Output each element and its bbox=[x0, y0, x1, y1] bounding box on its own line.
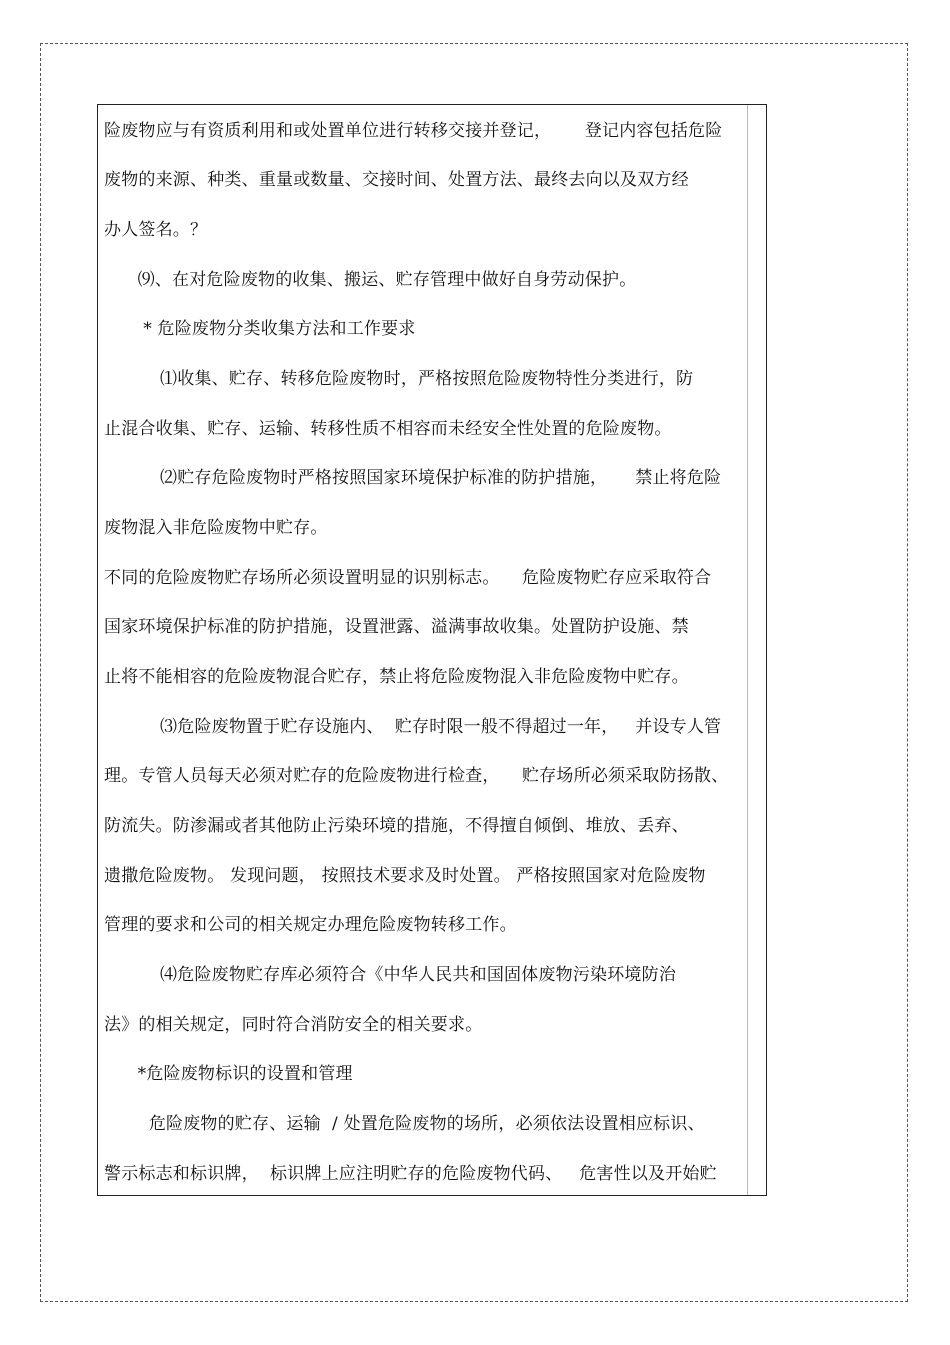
text-line: 办人签名。？ bbox=[104, 220, 208, 240]
text-line: 止混合收集、贮存、运输、转移性质不相容而未经安全性处置的危险废物。 bbox=[104, 419, 672, 439]
text-line: ⑵贮存危险废物时严格按照国家环境保护标准的防护措施， 禁止将危险 bbox=[104, 468, 722, 488]
section-heading: * 危险废物分类收集方法和工作要求 bbox=[104, 319, 416, 339]
text-line: 防流失。防渗漏或者其他防止污染环境的措施，不得擅自倾倒、堆放、丢弃、 bbox=[104, 816, 689, 836]
section-heading: *危险废物标识的设置和管理 bbox=[104, 1064, 353, 1084]
text-line: 险废物应与有资质利用和或处置单位进行转移交接并登记， 登记内容包括危险 bbox=[104, 121, 723, 141]
text-line: 管理的要求和公司的相关规定办理危险废物转移工作。 bbox=[104, 915, 517, 935]
text-line: 警示标志和标识牌， 标识牌上应注明贮存的危险废物代码、 危害性以及开始贮 bbox=[104, 1164, 717, 1184]
text-line: 国家环境保护标准的防护措施，设置泄露、溢满事故收集。处置防护设施、禁 bbox=[104, 617, 689, 637]
inner-rule bbox=[747, 105, 748, 1195]
text-line: 遗撒危险废物。 发现问题， 按照技术要求及时处置。 严格按照国家对危险废物 bbox=[104, 866, 706, 886]
text-line: ⑷危险废物贮存库必须符合《中华人民共和国固体废物污染环境防治 bbox=[104, 965, 677, 985]
text-line: ⑼、在对危险废物的收集、搬运、贮存管理中做好自身劳动保护。 bbox=[104, 270, 637, 290]
text-line: 废物混入非危险废物中贮存。 bbox=[104, 518, 328, 538]
text-line: 废物的来源、种类、重量或数量、交接时间、处置方法、最终去向以及双方经 bbox=[104, 170, 689, 190]
text-line: 止将不能相容的危险废物混合贮存，禁止将危险废物混入非危险废物中贮存。 bbox=[104, 667, 689, 687]
text-line: 危险废物的贮存、运输 / 处置危险废物的场所，必须依法设置相应标识、 bbox=[104, 1114, 705, 1134]
text-line: ⑴收集、贮存、转移危险废物时，严格按照危险废物特性分类进行，防 bbox=[104, 369, 694, 389]
content-box bbox=[97, 104, 767, 1196]
text-line: ⑶危险废物置于贮存设施内、 贮存时限一般不得超过一年， 并设专人管 bbox=[104, 717, 722, 737]
text-line: 不同的危险废物贮存场所必须设置明显的识别标志。 危险废物贮存应采取符合 bbox=[104, 568, 712, 588]
text-line: 法》的相关规定，同时符合消防安全的相关要求。 bbox=[104, 1015, 483, 1035]
text-line: 理。专管人员每天必须对贮存的危险废物进行检查， 贮存场所必须采取防扬散、 bbox=[104, 766, 729, 786]
